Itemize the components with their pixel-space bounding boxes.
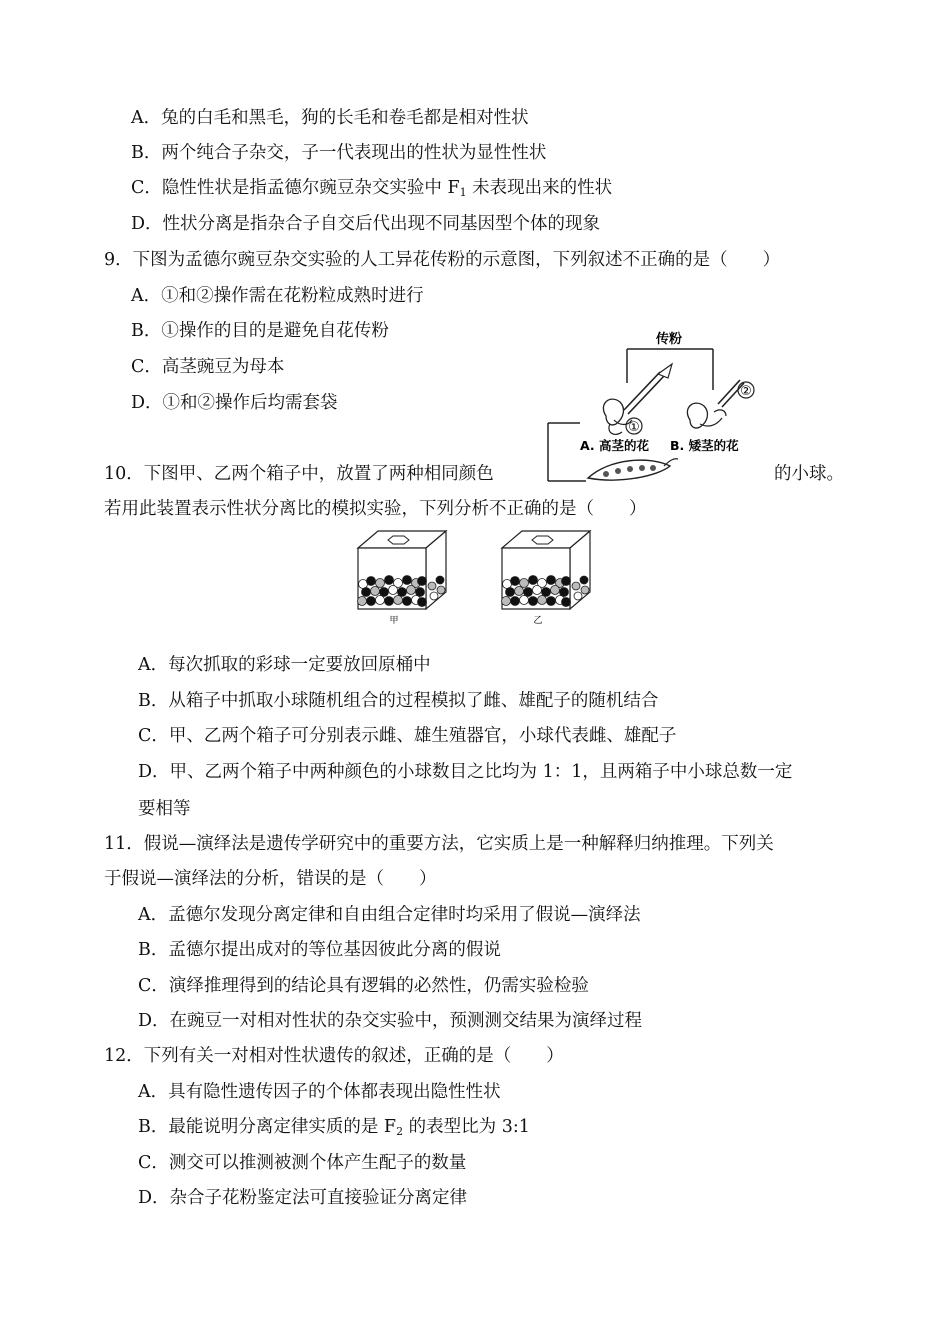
q10-stem-end: 的小球。 (774, 464, 844, 484)
q8-option-b: B．两个纯合子杂交，子一代表现出的性状为显性性状 (131, 143, 547, 163)
q10-option-d: D．甲、乙两个箱子中两种颜色的小球数目之比均为 1：1，且两箱子中小球总数一定 (138, 762, 793, 782)
q10-stem-start: 10．下图甲、乙两个箱子中，放置了两种相同颜色 (104, 464, 494, 484)
q9-option-b: B．①操作的目的是避免自花传粉 (131, 321, 389, 341)
q8-option-d: D．性状分离是指杂合子自交后代出现不同基因型个体的现象 (131, 214, 601, 234)
q8-option-c (131, 176, 612, 205)
q12-option-b-pre: B．最能说明分离定律实质的是 F (138, 1117, 397, 1137)
pea-pod-icon (588, 459, 678, 480)
q9-option-c: C．高茎豌豆为母本 (131, 357, 285, 377)
q12-stem: 12．下列有关一对相对性状遗传的叙述，正确的是（ ） (104, 1046, 564, 1066)
q12-option-a: A．具有隐性遗传因子的个体都表现出隐性性状 (138, 1082, 501, 1102)
q12-option-b-post: 的表型比为 3:1 (403, 1117, 530, 1137)
box-jia (358, 531, 447, 609)
q10-option-b: B．从箱子中抓取小球随机组合的过程模拟了雌、雄配子的随机结合 (138, 691, 659, 711)
tweezers-icon (624, 364, 672, 414)
q10-stem-line2: 若用此装置表示性状分离比的模拟实验，下列分析不正确的是（ ） (104, 499, 647, 519)
mark-1: ① (628, 420, 640, 435)
box-jia-label: 甲 (389, 616, 399, 626)
dwarf-flower-label: B. 矮茎的花 (670, 438, 739, 453)
dwarf-flower-icon (687, 403, 726, 428)
q8-option-c-pre: C．隐性性状是指孟德尔豌豆杂交实验中 F (131, 178, 460, 198)
q11-option-c: C．演绎推理得到的结论具有逻辑的必然性，仍需实验检验 (138, 976, 589, 996)
q10-option-c: C．甲、乙两个箱子可分别表示雌、雄生殖器官，小球代表雌、雄配子 (138, 726, 677, 746)
box-yi (502, 531, 591, 609)
q10-option-a: A．每次抓取的彩球一定要放回原桶中 (138, 655, 431, 675)
q11-option-a: A．孟德尔发现分离定律和自由组合定律时均采用了假说—演绎法 (138, 905, 641, 925)
q8-option-a: A．兔的白毛和黑毛，狗的长毛和卷毛都是相对性状 (131, 108, 529, 128)
q9-stem: 9．下图为孟德尔豌豆杂交实验的人工异花传粉的示意图，下列叙述不正确的是（ ） (104, 250, 781, 270)
mark-2: ② (740, 384, 752, 399)
q8-option-c-post: 未表现出来的性状 (466, 178, 613, 198)
pollination-label: 传粉 (655, 332, 683, 347)
q12-option-d: D．杂合子花粉鉴定法可直接验证分离定律 (138, 1188, 468, 1208)
q12-option-c: C．测交可以推测被测个体产生配子的数量 (138, 1153, 467, 1173)
tall-flower-label: A. 高茎的花 (580, 438, 650, 453)
ball-boxes-diagram (352, 528, 597, 628)
pollination-diagram (540, 328, 775, 488)
q11-option-d: D．在豌豆一对相对性状的杂交实验中，预测测交结果为演绎过程 (138, 1011, 643, 1031)
q10-option-d-cont: 要相等 (138, 799, 191, 819)
box-yi-label: 乙 (533, 616, 543, 626)
q8-option-c-sub: 1 (459, 186, 467, 199)
q12-option-b-sub: 2 (396, 1125, 404, 1138)
q9-option-a: A．①和②操作需在花粉粒成熟时进行 (131, 286, 424, 306)
q12-option-b (138, 1115, 530, 1144)
q11-stem-line1: 11．假说—演绎法是遗传学研究中的重要方法，它实质上是一种解释归纳推理。下列关 (104, 834, 774, 854)
q11-option-b: B．孟德尔提出成对的等位基因彼此分离的假说 (138, 940, 501, 960)
q11-stem-line2: 于假说—演绎法的分析，错误的是（ ） (104, 869, 437, 889)
q9-option-d: D．①和②操作后均需套袋 (131, 393, 338, 413)
